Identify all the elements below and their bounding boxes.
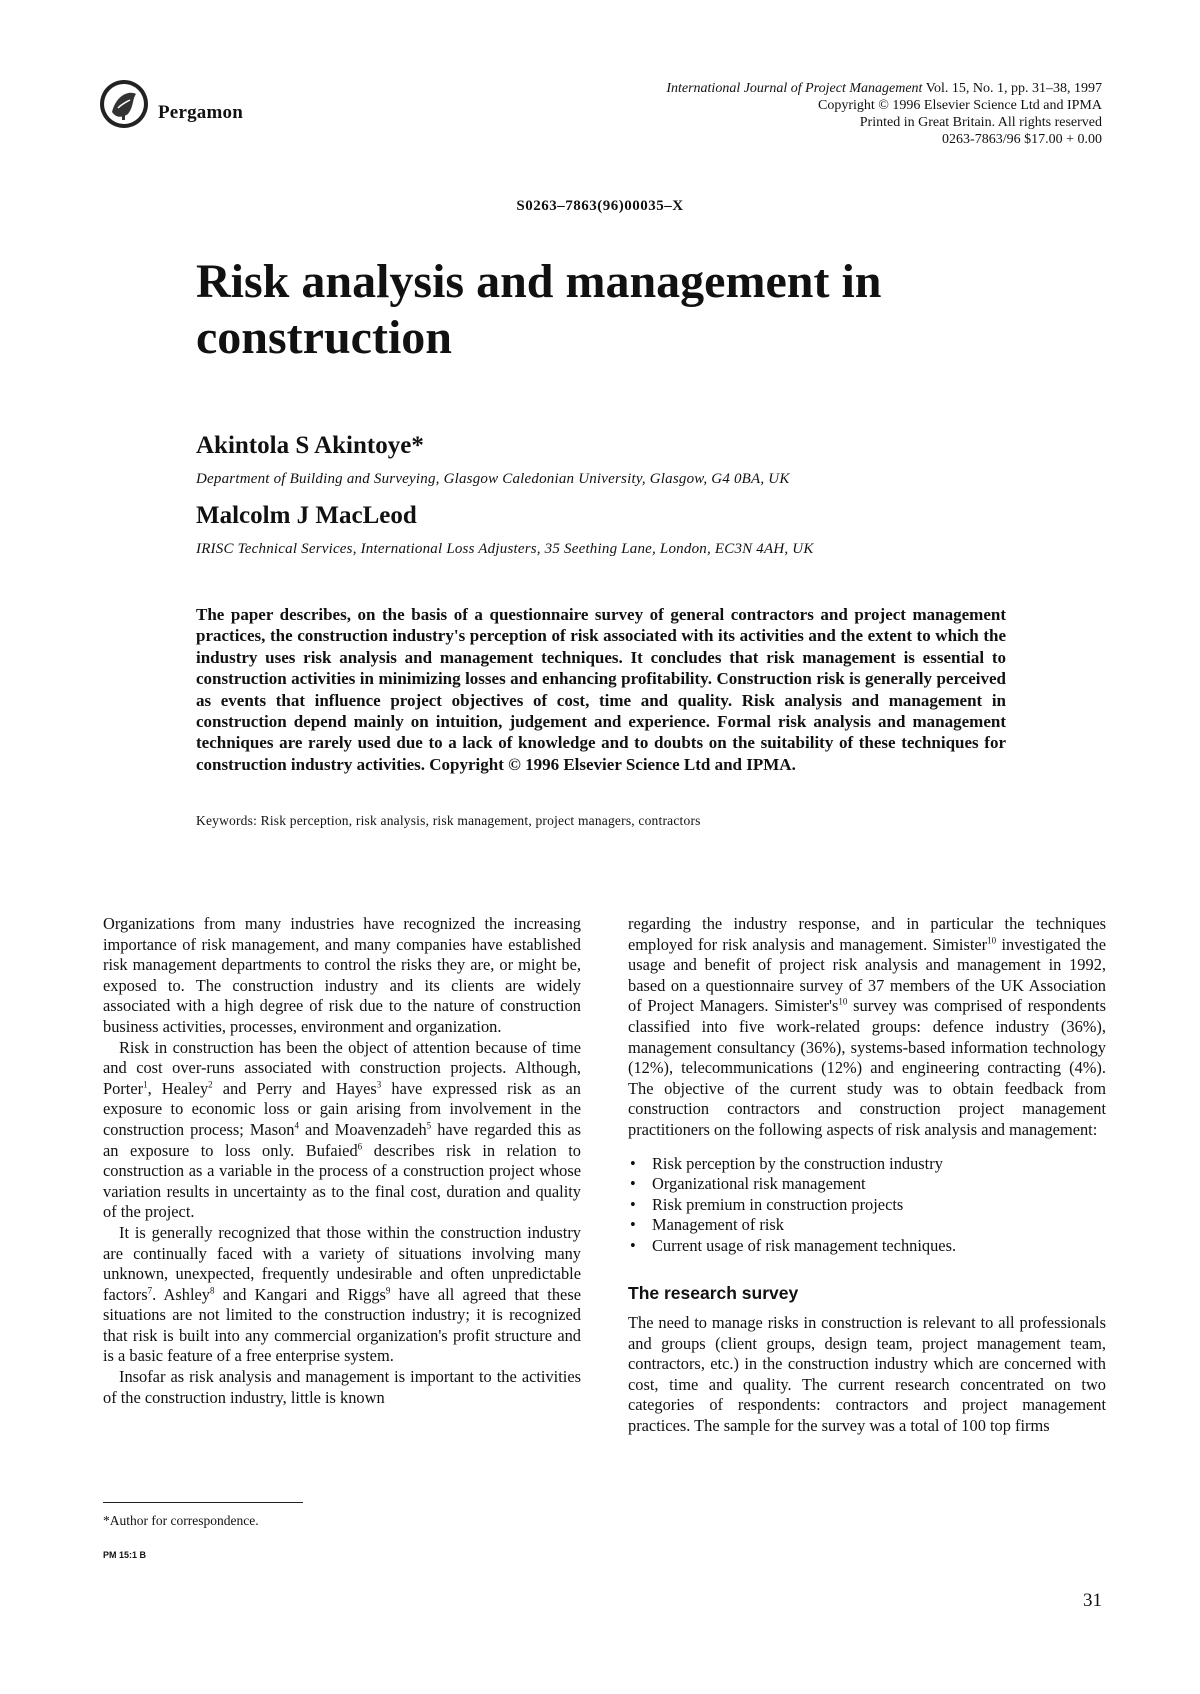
list-item: • Current usage of risk management techniques.: [630, 1235, 957, 1255]
publisher-logo: [98, 78, 258, 130]
reference-marker: 3: [376, 1079, 382, 1090]
reference-marker: 2: [208, 1079, 213, 1090]
reference-marker: 6: [357, 1141, 363, 1152]
reference-marker: 10: [838, 996, 848, 1007]
list-item: • Organizational risk management: [630, 1174, 866, 1194]
section-heading: The research survey: [628, 1282, 799, 1303]
footnote: *Author for correspondence.: [103, 1513, 259, 1528]
body-column-right: [628, 914, 1106, 1437]
page-number: 31: [1083, 1590, 1102, 1611]
reference-marker: 8: [210, 1285, 215, 1296]
aspects-list: [628, 1154, 1106, 1257]
author-affiliation: Department of Building and Surveying, Glasgow Caledonian University, Glasgow, G4 0BA, UK: [196, 471, 790, 487]
footnote-divider: [103, 1502, 303, 1503]
list-item: • Risk premium in construction projects: [630, 1194, 904, 1214]
print-code: PM 15:1 B: [103, 1550, 147, 1560]
author-name: Malcolm J MacLeod: [196, 502, 417, 529]
publisher-name: Pergamon: [158, 102, 243, 123]
abstract: The paper describes, on the basis of a questionnaire survey of general contractors and project management practices, the construction industry's perception of risk associated with its activities and the extent to which the industry uses risk analysis and management techniques. It concludes that risk management is essential to construction activities in minimizing losses and enhancing profitability. Construction risk is generally perceived as events that influence project objectives of cost, time and quality. Risk analysis and management in construction depend mainly on intuition, judgement and experience. Formal risk analysis and management techniques are rarely used due to a lack of knowledge and to doubts on the suitability of these techniques for construction industry activities. Copyright © 1996 Elsevier Science Ltd and IPMA.: [196, 605, 1006, 774]
bullet-icon: •: [630, 1194, 636, 1214]
reference-marker: 4: [294, 1120, 299, 1131]
body-paragraph: Insofar as risk analysis and management is important to the activities of the construction industry, little is known: [103, 1367, 581, 1407]
body-column-left: [103, 914, 581, 1408]
body-paragraph: Risk in construction has been the object of attention because of time and cost over-runs associated with construction projects. Although, Porter$^1$, Healey$^2$ and Perry and Hayes$^3$ have expressed risk as an exposure to economic loss or gain arising from involvement in the construction process; Mason$^4$ and Moavenzadeh$^5$ have regarded this as an exposure to loss only. Bufaied$^6$ describes risk in relation to construction as a variable in the process of a construction project whose variation results in uncertainty as to the final cost, duration and quality of the project.: [103, 1037, 581, 1222]
body-paragraph: The need to manage risks in construction is relevant to all professionals and groups (client groups, design team, project management team, contractors, etc.) in the construction industry which are concerned with cost, time and quality. The current research concentrated on two categories of respondents: contractors and project management practices. The sample for the survey was a total of 100 top firms: [628, 1313, 1106, 1436]
reference-marker: 7: [147, 1285, 153, 1296]
pergamon-tree-emblem-icon: [98, 78, 150, 130]
printed-line: Printed in Great Britain. All rights reserved: [859, 115, 1102, 130]
author-affiliation: IRISC Technical Services, International Loss Adjusters, 35 Seething Lane, London, EC3N 4AH, UK: [196, 541, 814, 557]
journal-name: International Journal of Project Management: [666, 81, 923, 96]
journal-volume: Vol. 15, No. 1, pp. 31–38, 1997: [925, 81, 1102, 96]
body-paragraph: Organizations from many industries have recognized the increasing importance of risk management, and many companies have established risk management departments to control the risks they are, or might be, exposed to. The construction industry and its clients are widely associated with a high degree of risk due to the nature of construction business activities, processes, environment and organization.: [103, 914, 581, 1036]
article-code: S0263–7863(96)00035–X: [516, 198, 684, 214]
keywords: Keywords: Risk perception, risk analysis, risk management, project managers, contractors: [196, 813, 701, 828]
price-code: 0263-7863/96 $17.00 + 0.00: [942, 132, 1102, 147]
reference-marker: 5: [426, 1120, 432, 1131]
author-name: Akintola S Akintoye*: [196, 432, 424, 459]
bullet-icon: •: [630, 1215, 636, 1235]
body-paragraph: regarding the industry response, and in particular the techniques employed for risk analysis and management. Simister$^{10}$ investigated the usage and benefit of project risk analysis and management in 1992, based on a questionnaire survey of 37 members of the UK Association of Project Managers. $Simister's^{10}$ survey was comprised of respondents classified into five work-related groups: defence industry (36%), management consultancy (36%), systems-based information technology (12%), telecommunications (12%) and engineering contracting (4%). The objective of the current study was to obtain feedback from construction contractors and construction project management practitioners on the following aspects of risk analysis and management:: [628, 914, 1106, 1139]
copyright-line: Copyright © 1996 Elsevier Science Ltd and IPMA: [818, 98, 1102, 113]
journal-citation: [666, 80, 1102, 97]
reference-marker: 9: [385, 1285, 391, 1296]
body-paragraph: It is generally recognized that those within the construction industry are continually faced with a variety of situations involving many unknown, unexpected, frequently undesirable and often unpredictable factors$^7$. Ashley$^8$ and Kangari and Riggs$^9$ have all agreed that these situations are not limited to the construction industry; it is recognized that risk is built into any commercial organization's profit structure and is a basic feature of a free enterprise system.: [103, 1222, 581, 1366]
reference-marker: 10: [987, 935, 997, 946]
list-item: • Risk perception by the construction industry: [630, 1153, 943, 1173]
bullet-icon: •: [630, 1235, 636, 1255]
paper-title: Risk analysis and management in construction: [196, 255, 882, 364]
reference-marker: 1: [143, 1079, 148, 1090]
journal-metadata: [666, 80, 1102, 148]
bullet-icon: •: [630, 1153, 636, 1173]
bullet-icon: •: [630, 1174, 636, 1194]
list-item: • Management of risk: [630, 1215, 784, 1235]
